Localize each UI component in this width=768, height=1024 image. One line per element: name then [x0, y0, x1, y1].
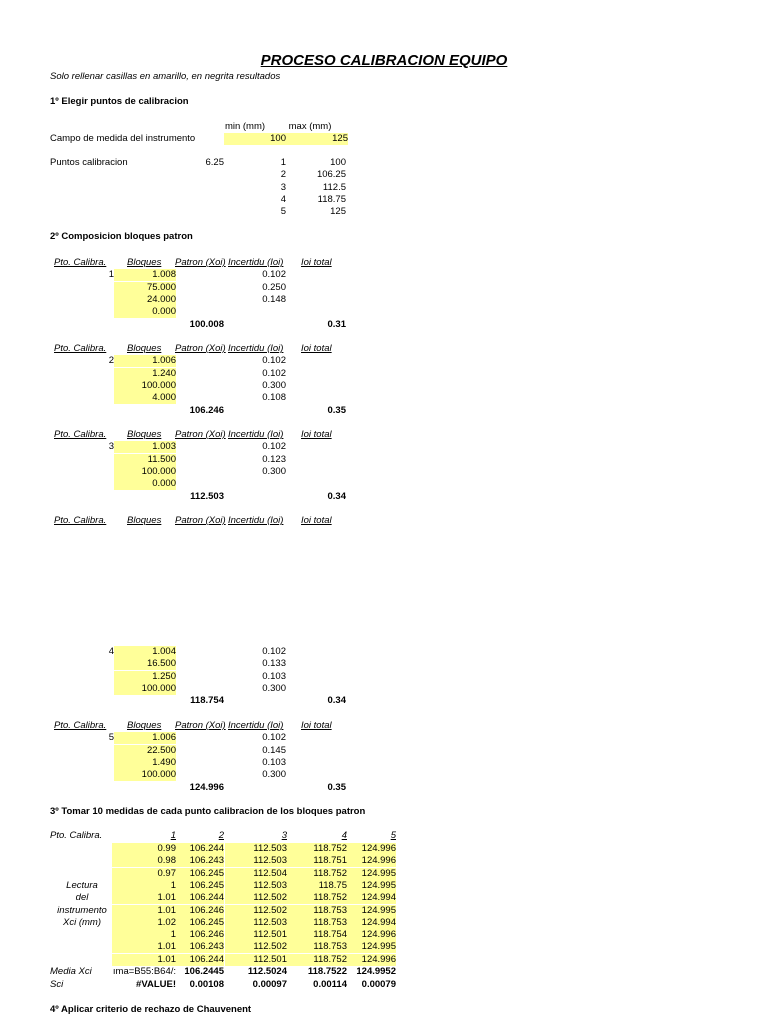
bloque-input[interactable]: 11.500: [114, 454, 176, 466]
media-result: ıma=B55:B64/:: [112, 966, 176, 977]
incertidumbre-value: 0.133: [262, 658, 286, 670]
reading-input[interactable]: 118.752: [287, 892, 347, 904]
header-bloques: Bloques: [127, 257, 162, 268]
bloque-input[interactable]: 1.008: [114, 269, 176, 281]
reading-input[interactable]: 112.503: [225, 855, 287, 867]
column-header-2: 2: [218, 830, 224, 841]
reading-input[interactable]: 1: [112, 929, 176, 941]
incertidumbre-value: 0.300: [262, 769, 286, 781]
pto-calibra-number: 1: [108, 269, 114, 281]
column-header-1: 1: [170, 830, 176, 841]
ioi-total-result: 0.34: [327, 695, 346, 707]
max-label: max (mm): [288, 121, 332, 132]
reading-input[interactable]: 106.244: [176, 843, 224, 855]
incertidumbre-value: 0.148: [262, 293, 286, 305]
header-incertidumbre: Incertidu (Ioi): [228, 257, 284, 268]
patron-sum-result: 124.996: [189, 781, 224, 793]
incertidumbre-value: 0.108: [262, 392, 286, 404]
calibration-point-number: 5: [280, 206, 286, 218]
header-bloques: Bloques: [127, 720, 162, 731]
reading-input[interactable]: 106.244: [176, 954, 224, 966]
reading-input[interactable]: 112.501: [225, 954, 287, 966]
incertidumbre-value: 0.102: [262, 355, 286, 367]
bloque-input[interactable]: 1.003: [114, 441, 176, 453]
sci-result: 0.00097: [252, 979, 287, 990]
reading-input[interactable]: 118.752: [287, 843, 347, 855]
reading-input[interactable]: 106.243: [176, 855, 224, 867]
reading-input[interactable]: 106.246: [176, 929, 224, 941]
header-incertidumbre: Incertidu (Ioi): [228, 515, 284, 526]
media-result: 118.7522: [307, 966, 347, 977]
incertidumbre-value: 0.103: [262, 756, 286, 768]
lectura-label: instrumento: [57, 904, 107, 916]
bloque-input[interactable]: 1.490: [114, 757, 176, 769]
sci-label: Sci: [50, 979, 64, 990]
patron-sum-result: 112.503: [190, 490, 224, 502]
bloque-input[interactable]: 1.004: [114, 646, 176, 658]
header-patron: Patron (Xoi): [175, 429, 226, 440]
bloque-input[interactable]: 100.000: [114, 683, 176, 695]
page-title: PROCESO CALIBRACION EQUIPO: [260, 52, 508, 69]
bloque-input[interactable]: 0.000: [114, 478, 176, 490]
incertidumbre-value: 0.250: [262, 281, 286, 293]
header-patron: Patron (Xoi): [175, 343, 226, 354]
bloque-input[interactable]: 75.000: [114, 282, 176, 294]
max-value-input[interactable]: 125: [286, 133, 348, 145]
bloque-input[interactable]: 100.000: [114, 769, 176, 781]
reading-input[interactable]: 118.753: [287, 917, 347, 929]
header-bloques: Bloques: [127, 515, 162, 526]
section-2-heading: 2º Composicion bloques patron: [50, 231, 193, 242]
reading-input[interactable]: 124.996: [347, 855, 396, 867]
reading-input[interactable]: 118.75: [287, 880, 347, 892]
calibration-point-value: 118.75: [317, 193, 346, 205]
header-patron: Patron (Xoi): [175, 257, 226, 268]
header-ioi-total: Ioi total: [301, 720, 332, 731]
header-bloques: Bloques: [127, 429, 162, 440]
header-patron: Patron (Xoi): [175, 720, 226, 731]
bloque-input[interactable]: 22.500: [114, 745, 176, 757]
reading-input[interactable]: 0.99: [112, 843, 176, 855]
bloque-input[interactable]: 16.500: [114, 658, 176, 670]
sci-result: 0.00108: [189, 979, 224, 990]
reading-input[interactable]: 0.97: [112, 868, 176, 880]
media-result: 106.2445: [184, 966, 224, 977]
media-result: 124.9952: [356, 966, 396, 977]
pto-calibra-number: 2: [108, 355, 114, 367]
bloque-input[interactable]: 100.000: [114, 380, 176, 392]
calibration-point-value: 106.25: [316, 169, 346, 181]
lectura-label: Lectura: [66, 880, 98, 891]
pto-calibra-label: Pto. Calibra.: [50, 830, 103, 841]
calibration-point-value: 125: [330, 206, 346, 218]
patron-sum-result: 106.246: [189, 404, 224, 416]
reading-input[interactable]: 106.244: [176, 892, 224, 904]
reading-input[interactable]: 112.501: [225, 929, 287, 941]
reading-input[interactable]: 112.503: [225, 880, 287, 892]
column-header-3: 3: [281, 830, 287, 841]
patron-sum-result: 100.008: [189, 318, 224, 330]
calibration-point-number: 3: [280, 181, 286, 193]
header-pto-calibra: Pto. Calibra.: [54, 429, 107, 440]
lectura-label: Xci (mm): [63, 916, 101, 928]
sci-result: 0.00114: [313, 979, 347, 990]
reading-input[interactable]: 124.994: [347, 892, 396, 904]
reading-input[interactable]: 118.753: [287, 941, 347, 953]
reading-input[interactable]: 118.753: [287, 905, 347, 917]
puntos-calibracion-label: Puntos calibracion: [50, 157, 128, 168]
bloque-input[interactable]: 1.250: [114, 671, 176, 683]
header-ioi-total: Ioi total: [301, 515, 332, 526]
ioi-total-result: 0.35: [327, 404, 346, 416]
reading-input[interactable]: 1: [112, 880, 176, 892]
header-pto-calibra: Pto. Calibra.: [54, 257, 107, 268]
header-pto-calibra: Pto. Calibra.: [54, 343, 107, 354]
reading-input[interactable]: 106.245: [176, 880, 224, 892]
header-bloques: Bloques: [127, 343, 162, 354]
step-value: 6.25: [205, 157, 224, 168]
campo-medida-label: Campo de medida del instrumento: [50, 133, 196, 144]
incertidumbre-value: 0.300: [262, 465, 286, 477]
calibration-point-value: 112.5: [322, 181, 346, 193]
min-value-input[interactable]: 100: [224, 133, 286, 145]
bloque-input[interactable]: 1.240: [114, 368, 176, 380]
incertidumbre-value: 0.102: [262, 269, 286, 281]
reading-input[interactable]: 124.995: [347, 868, 396, 880]
patron-sum-result: 118.754: [190, 695, 224, 707]
section-1-heading: 1º Elegir puntos de calibracion: [50, 96, 189, 107]
header-incertidumbre: Incertidu (Ioi): [228, 429, 284, 440]
reading-input[interactable]: 106.246: [176, 905, 224, 917]
reading-input[interactable]: 1.01: [112, 892, 176, 904]
reading-input[interactable]: 124.995: [347, 941, 396, 953]
reading-input[interactable]: 112.502: [225, 892, 287, 904]
reading-input[interactable]: 106.243: [176, 941, 224, 953]
section-4-heading: 4º Aplicar criterio de rechazo de Chauvenent: [50, 1004, 252, 1015]
bloque-input[interactable]: 4.000: [114, 392, 176, 404]
reading-input[interactable]: 0.98: [112, 855, 176, 867]
pto-calibra-number: 3: [108, 441, 114, 453]
reading-input[interactable]: 124.994: [347, 917, 396, 929]
media-result: 112.5024: [247, 966, 287, 977]
incertidumbre-value: 0.102: [262, 732, 286, 744]
reading-input[interactable]: 124.996: [347, 954, 396, 966]
bloque-input[interactable]: 1.006: [114, 732, 176, 744]
reading-input[interactable]: 1.01: [112, 954, 176, 966]
calibration-point-value: 100: [330, 157, 346, 168]
incertidumbre-value: 0.102: [262, 646, 286, 657]
incertidumbre-value: 0.102: [262, 441, 286, 453]
reading-input[interactable]: 112.503: [225, 843, 287, 855]
header-pto-calibra: Pto. Calibra.: [54, 515, 107, 526]
incertidumbre-value: 0.103: [262, 670, 286, 682]
bloque-input[interactable]: 1.006: [114, 355, 176, 367]
ioi-total-result: 0.31: [327, 318, 346, 330]
instructions-note: Solo rellenar casillas en amarillo, en negrita resultados: [50, 71, 281, 82]
reading-input[interactable]: 106.245: [176, 868, 224, 880]
reading-input[interactable]: 112.502: [225, 941, 287, 953]
header-ioi-total: Ioi total: [301, 343, 332, 354]
calibration-point-number: 2: [280, 169, 286, 181]
reading-input[interactable]: 124.996: [347, 843, 396, 855]
header-incertidumbre: Incertidu (Ioi): [228, 720, 284, 731]
reading-input[interactable]: 106.245: [176, 917, 224, 929]
column-header-4: 4: [341, 830, 347, 841]
reading-input[interactable]: 112.502: [225, 905, 287, 917]
calibration-point-number: 1: [280, 157, 286, 168]
reading-input[interactable]: 118.752: [287, 868, 347, 880]
calibration-point-number: 4: [280, 193, 286, 205]
reading-input[interactable]: 124.996: [347, 929, 396, 941]
min-label: min (mm): [224, 121, 266, 132]
reading-input[interactable]: 112.503: [225, 917, 287, 929]
incertidumbre-value: 0.300: [262, 379, 286, 391]
media-label: Media Xci: [50, 966, 92, 977]
column-header-5: 5: [390, 830, 396, 841]
incertidumbre-value: 0.300: [262, 682, 286, 694]
incertidumbre-value: 0.123: [262, 453, 286, 465]
reading-input[interactable]: 118.751: [287, 855, 347, 867]
reading-input[interactable]: 118.752: [287, 954, 347, 966]
sci-result: 0.00079: [361, 979, 396, 990]
reading-input[interactable]: 112.504: [225, 868, 287, 880]
pto-calibra-number: 4: [108, 646, 114, 657]
header-patron: Patron (Xoi): [175, 515, 226, 526]
reading-input[interactable]: 1.01: [112, 905, 176, 917]
incertidumbre-value: 0.145: [262, 744, 286, 756]
incertidumbre-value: 0.102: [262, 367, 286, 379]
reading-input[interactable]: 124.995: [347, 905, 396, 917]
bloque-input[interactable]: 100.000: [114, 466, 176, 478]
header-ioi-total: Ioi total: [301, 429, 332, 440]
pto-calibra-number: 5: [108, 732, 114, 744]
reading-input[interactable]: 118.754: [287, 929, 347, 941]
ioi-total-result: 0.34: [327, 490, 346, 502]
sci-result: #VALUE!: [136, 979, 176, 990]
header-incertidumbre: Incertidu (Ioi): [228, 343, 284, 354]
bloque-input[interactable]: 0.000: [114, 306, 176, 318]
reading-input[interactable]: 1.01: [112, 941, 176, 953]
section-3-heading: 3º Tomar 10 medidas de cada punto calibracion de los bloques patron: [50, 806, 366, 817]
header-pto-calibra: Pto. Calibra.: [54, 720, 107, 731]
lectura-label: del: [75, 892, 89, 904]
reading-input[interactable]: 124.995: [347, 880, 396, 892]
ioi-total-result: 0.35: [327, 781, 346, 793]
header-ioi-total: Ioi total: [301, 257, 332, 268]
reading-input[interactable]: 1.02: [112, 917, 176, 929]
bloque-input[interactable]: 24.000: [114, 294, 176, 306]
